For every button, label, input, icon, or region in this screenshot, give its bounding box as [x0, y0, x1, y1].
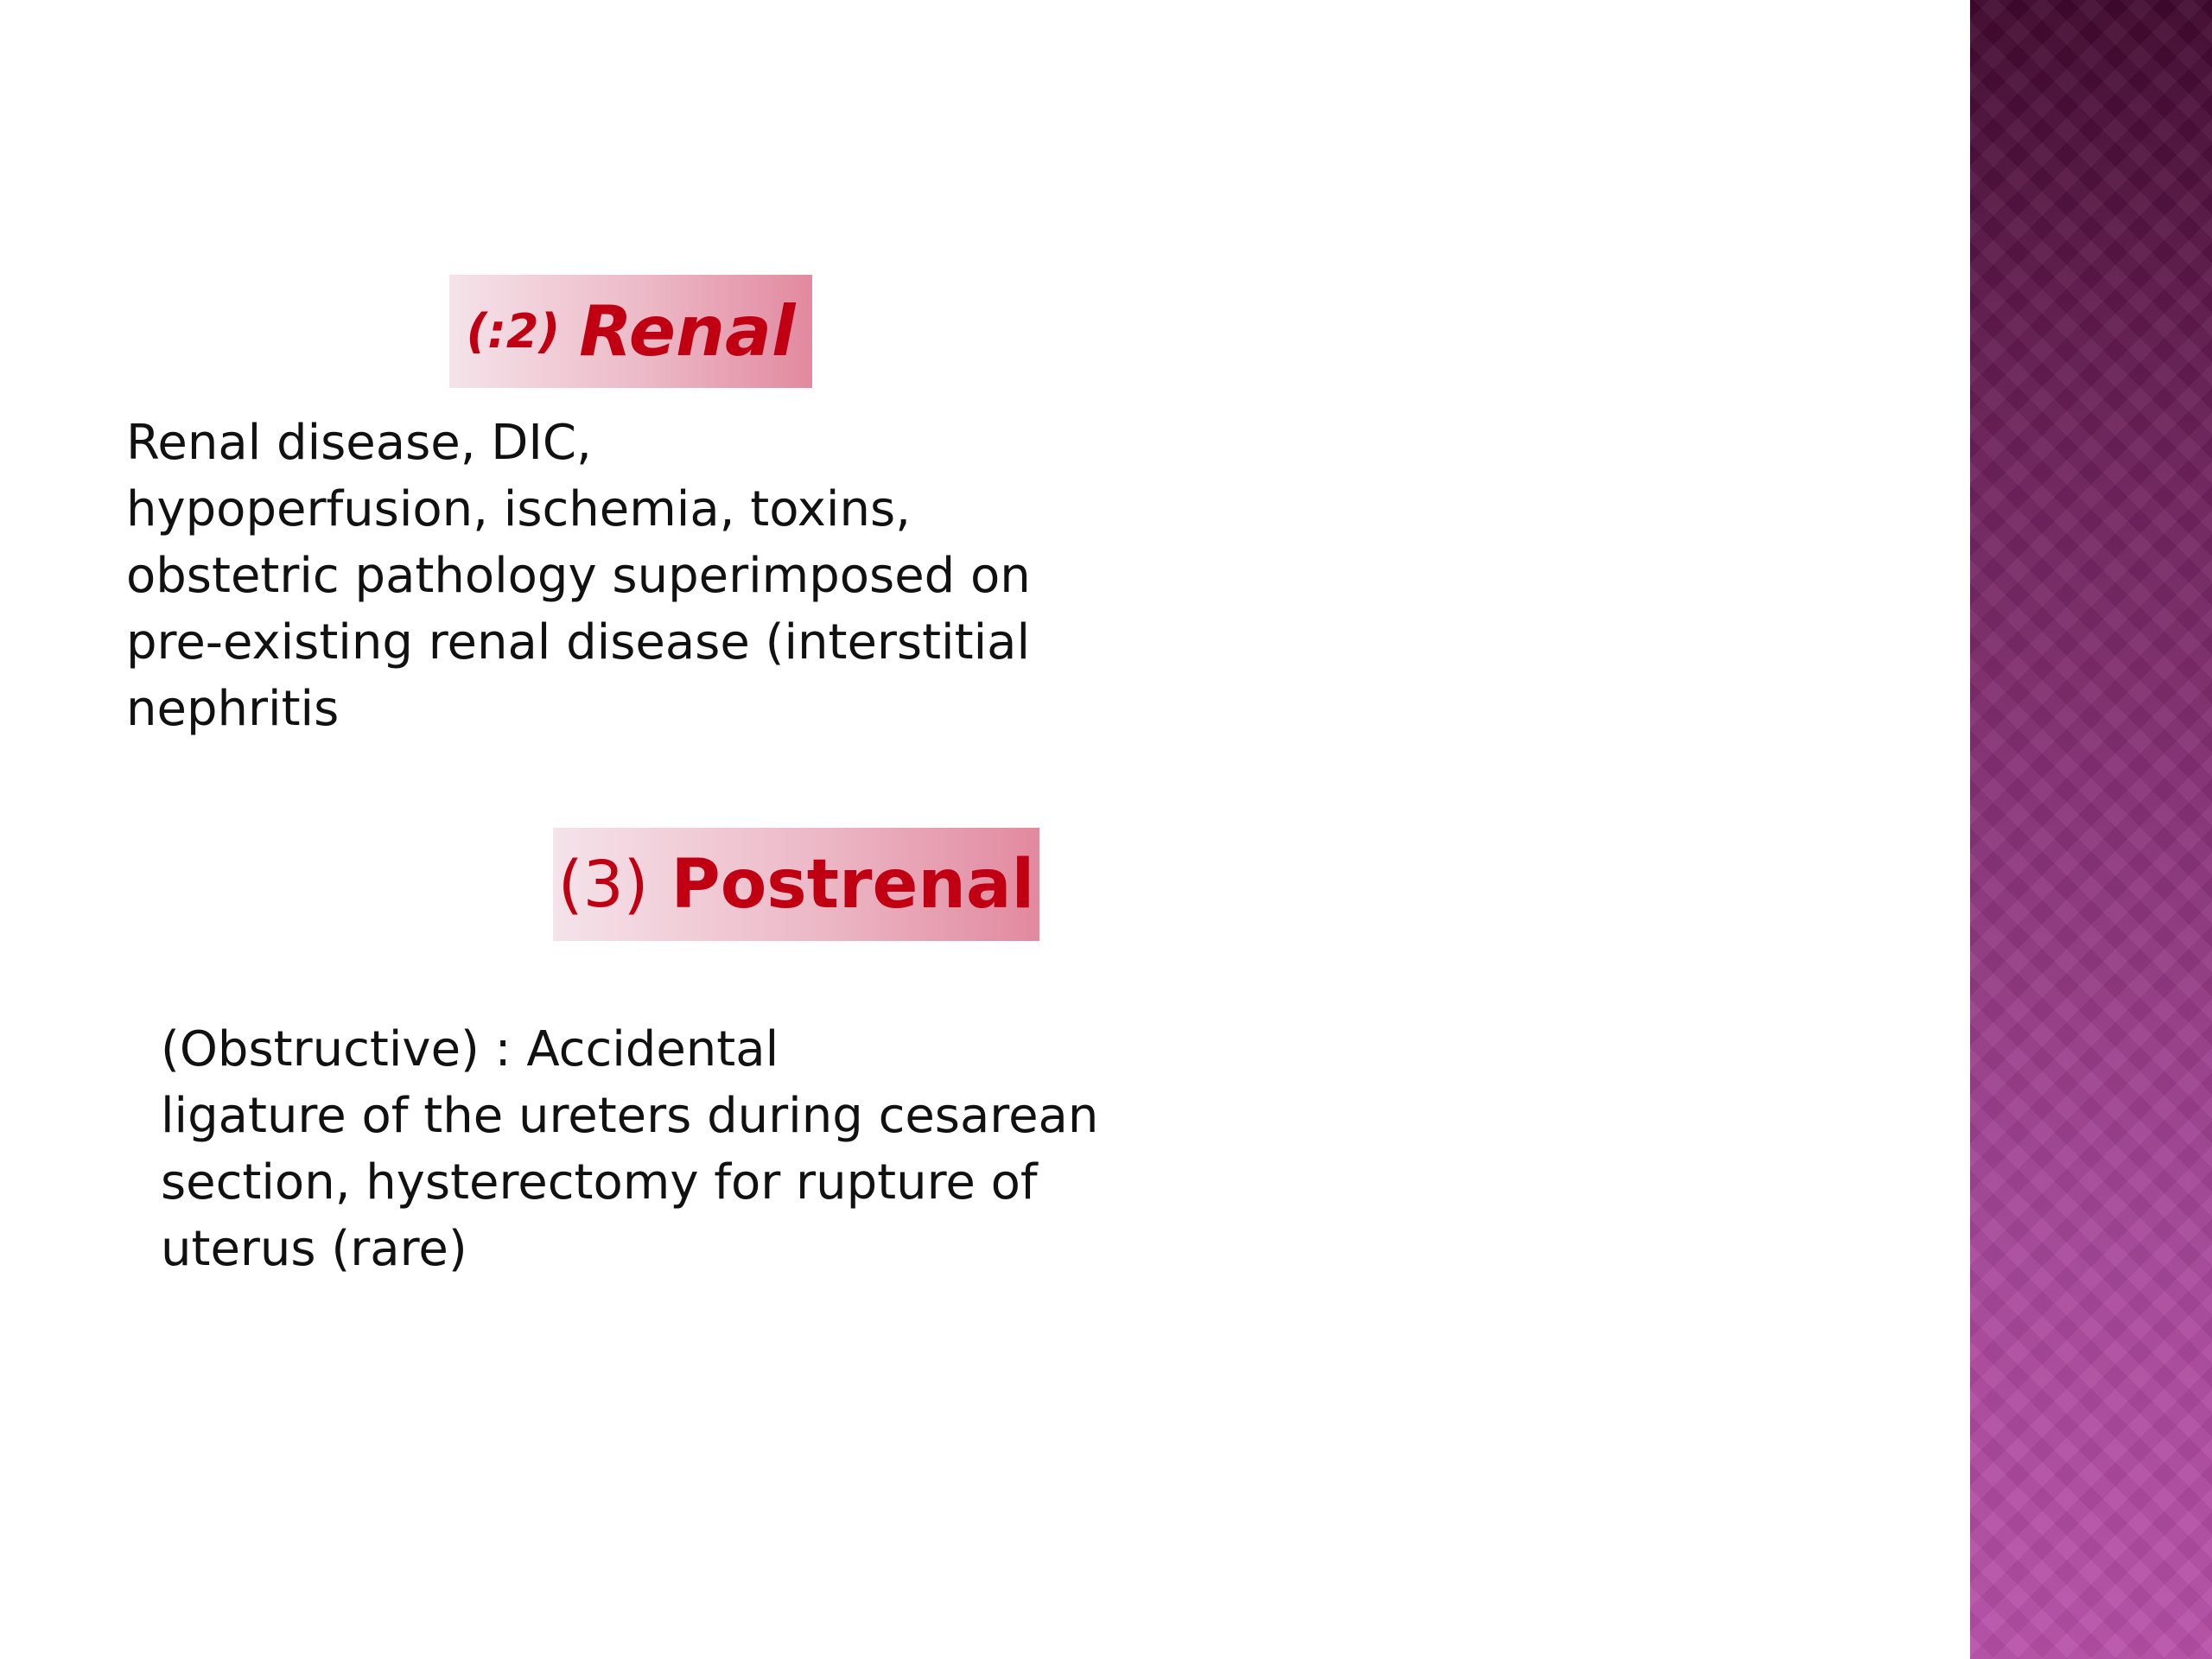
renal-description: Renal disease, DIC, hypoperfusion, ischemia, toxins, obstetric pathology superimposed on pre-existing renal disease (interstitial nephritis — [126, 415, 1031, 737]
postrenal-heading-number: (3) — [557, 847, 649, 922]
decorative-side-band — [1970, 0, 2212, 1659]
postrenal-heading-title: Postrenal — [671, 845, 1035, 924]
renal-heading-number: (:2) — [466, 303, 561, 359]
postrenal-description: (Obstructive) : Accidental ligature of the ureters during cesarean section, hysterectomy for rupture of uterus (rare) — [161, 1021, 1099, 1277]
renal-heading — [449, 275, 812, 388]
postrenal-heading — [553, 828, 1039, 941]
renal-heading-title: Renal — [579, 290, 796, 372]
